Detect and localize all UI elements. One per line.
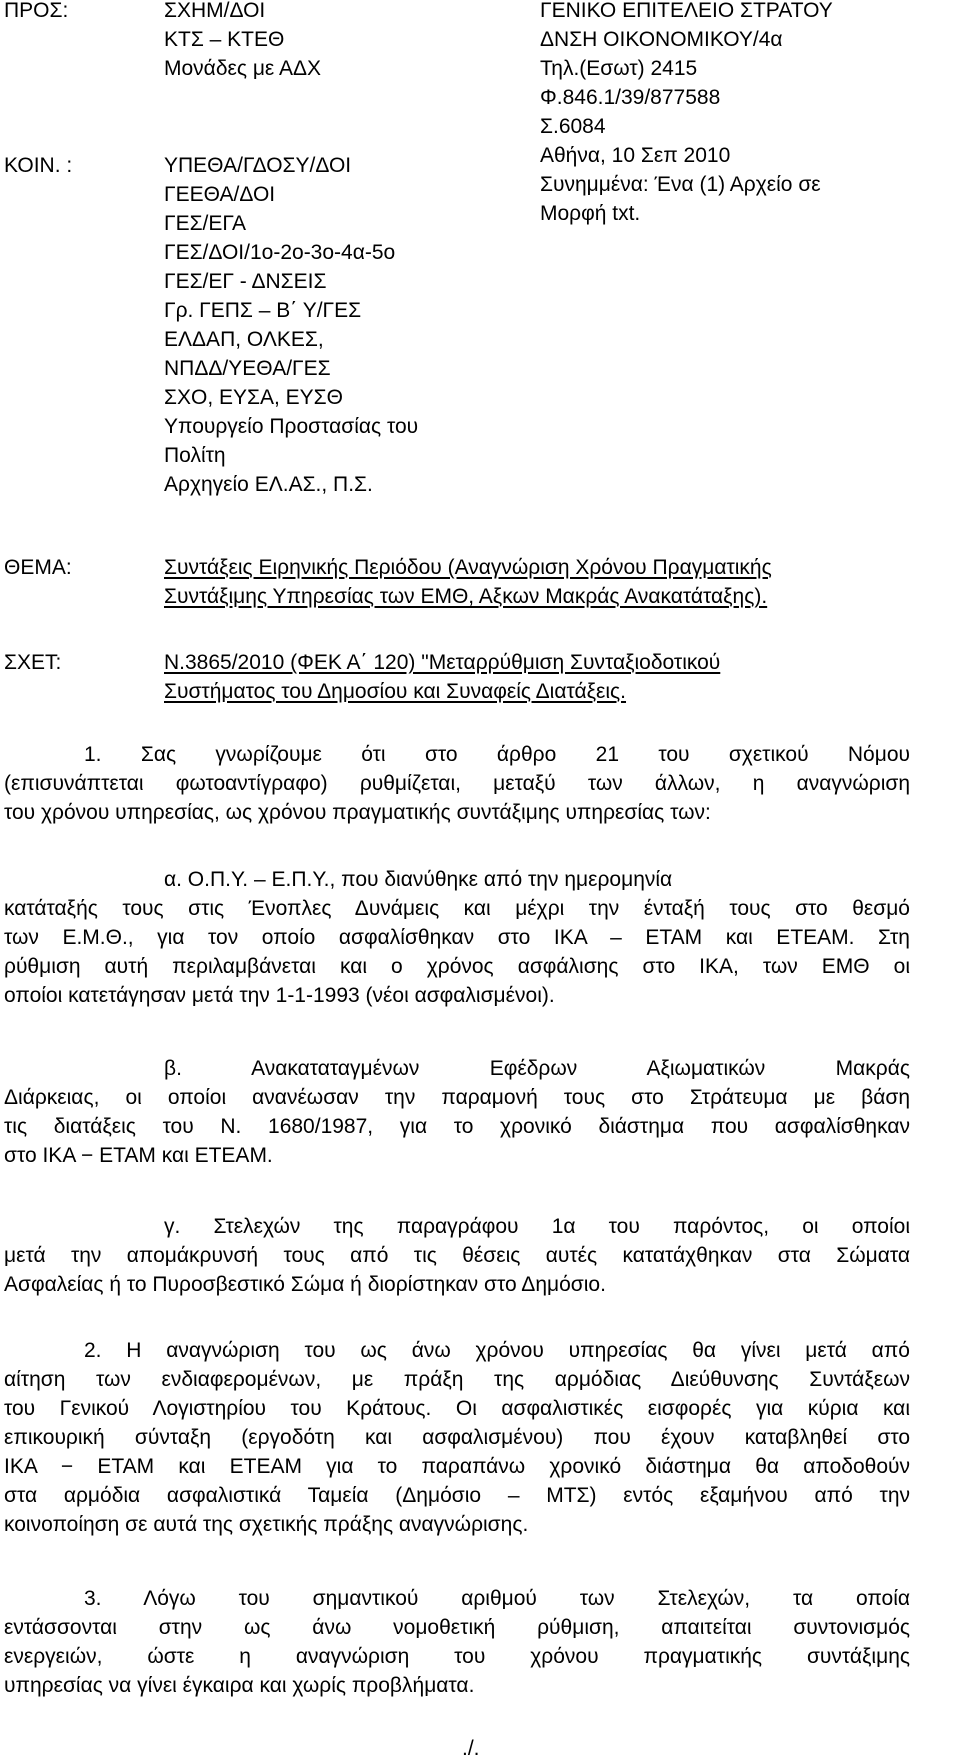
recipient-line: ΣΧΟ, ΕΥΣΑ, ΕΥΣΘ (164, 386, 343, 409)
recipient-line: Υπουργείο Προστασίας του (164, 415, 419, 438)
recipient-line: Μονάδες με ΑΔΧ (164, 57, 321, 80)
text-line: ΙΚΑ − ΕΤΑΜ και ΕΤΕΑΜ για το παραπάνω χρονικό διάστημα θα αποδοθούν (4, 1455, 910, 1478)
recipient-line: ΓΕΣ/ΕΓ - ΔΝΣΕΙΣ (164, 270, 327, 293)
protocol-number: Σ.6084 (540, 115, 606, 138)
reference-text (164, 648, 720, 706)
subject-line: Συντάξιμης Υπηρεσίας των ΕΜΘ, Αξκων Μακράς Ανακατάταξης). (164, 585, 768, 608)
text-line: κοινοποίηση σε αυτά της σχετικής πράξης αναγνώρισης. (4, 1513, 529, 1536)
recipient-line: ΓΕΣ/ΔΟΙ/1ο-2ο-3ο-4α-5ο (164, 241, 396, 264)
sender-directorate: ΔΝΣΗ ΟΙΚΟΝΟΜΙΚΟΥ/4α (540, 28, 783, 51)
koin-label: ΚΟΙΝ. : (4, 154, 73, 177)
koin-recipients (164, 151, 418, 499)
recipient-line: ΣΧΗΜ/ΔΟΙ (164, 0, 266, 22)
text-line: των Ε.Μ.Θ., για τον οποίο ασφαλίσθηκαν στο ΙΚΑ – ΕΤΑΜ και ΕΤΕΑΜ. Στη (4, 926, 910, 949)
text-line: μετά την απομάκρυνσή τους από τις θέσεις αυτές κατατάχθηκαν στα Σώματα (4, 1244, 910, 1267)
file-number: Φ.846.1/39/877588 (540, 86, 721, 109)
recipient-line: Πολίτη (164, 444, 226, 467)
paragraph-1b (4, 1083, 910, 1170)
paragraph-1a (4, 894, 910, 1010)
text-line: τις διατάξεις του Ν. 1680/1987, για το χρονικό διάστημα που ασφαλίσθηκαν (4, 1115, 910, 1138)
text-line: (επισυνάπτεται φωτοαντίγραφο) ρυθμίζεται, μεταξύ των άλλων, η αναγνώριση (4, 772, 910, 795)
paragraph-2-intro (84, 1336, 910, 1365)
reference-line: Συστήματος του Δημοσίου και Συναφείς Διατάξεις. (164, 680, 627, 703)
paragraph-1a-intro: α. Ο.Π.Υ. – Ε.Π.Υ., που διανύθηκε από την ημερομηνία (164, 868, 673, 891)
paragraph-1-intro (84, 740, 910, 769)
recipient-line: ΓΕΕΘΑ/ΔΟΙ (164, 183, 276, 206)
text-line: ρύθμιση αυτή περιλαμβάνεται και ο χρόνος ασφάλισης στο ΙΚΑ, των ΕΜΘ οι (4, 955, 910, 978)
text-line: του χρόνου υπηρεσίας, ως χρόνου πραγματικής συντάξιμης υπηρεσίας των: (4, 801, 711, 824)
reference-label: ΣΧΕΤ: (4, 651, 62, 674)
text-line: Διάρκειας, οι οποίοι ανανέωσαν την παραμονή τους στο Στράτευμα με βάση (4, 1086, 910, 1109)
paragraph-2 (4, 1365, 910, 1539)
subject-line: Συντάξεις Ειρηνικής Περιόδου (Αναγνώριση Χρόνου Πραγματικής (164, 556, 772, 579)
recipient-line: ΝΠΔΔ/ΥΕΘΑ/ΓΕΣ (164, 357, 331, 380)
text-line: ενεργειών, ώστε η αναγνώριση του χρόνου πραγματικής συντάξιμης (4, 1645, 910, 1668)
recipient-line: Αρχηγείο ΕΛ.ΑΣ., Π.Σ. (164, 473, 373, 496)
text-line: στο ΙΚΑ − ΕΤΑΜ και ΕΤΕΑΜ. (4, 1144, 273, 1167)
reference-line: Ν.3865/2010 (ΦΕΚ Α΄ 120) "Μεταρρύθμιση Συνταξιοδοτικού (164, 651, 721, 674)
text-line: υπηρεσίας να γίνει έγκαιρα και χωρίς προβλήματα. (4, 1674, 475, 1697)
text-line: β. Ανακαταταγμένων Εφέδρων Αξιωματικών Μακράς (164, 1057, 910, 1080)
text-line: 3. Λόγω του σημαντικού αριθμού των Στελεχών, τα οποία (84, 1587, 910, 1610)
text-line: στα αρμόδια ασφαλιστικά Ταμεία (Δημόσιο – ΜΤΣ) εντός εξαμήνου από την (4, 1484, 910, 1507)
paragraph-1b-intro (164, 1054, 910, 1083)
subject-label: ΘΕΜΑ: (4, 556, 72, 579)
continuation-mark: ./. (462, 1737, 480, 1760)
paragraph-1 (4, 769, 910, 827)
place-date: Αθήνα, 10 Σεπ 2010 (540, 144, 731, 167)
paragraph-1c (4, 1241, 910, 1299)
recipient-line: Γρ. ΓΕΠΣ – Β΄ Υ/ΓΕΣ (164, 299, 362, 322)
paragraph-1c-intro (164, 1212, 910, 1241)
text-line: επικουρική σύνταξη (εργοδότη και ασφαλισμένου) που έχουν καταβληθεί στο (4, 1426, 910, 1449)
paragraph-3-intro (84, 1584, 910, 1613)
pros-recipients (164, 0, 321, 83)
text-line: εντάσσονται στην ως άνω νομοθετική ρύθμιση, απαιτείται συντονισμός (4, 1616, 910, 1639)
text-line: γ. Στελεχών της παραγράφου 1α του παρόντος, οι οποίοι (164, 1215, 910, 1238)
recipient-line: ΓΕΣ/ΕΓΑ (164, 212, 247, 235)
text-line: Ασφαλείας ή το Πυροσβεστικό Σώμα ή διορίστηκαν στο Δημόσιο. (4, 1273, 606, 1296)
text-line: κατάταξής τους στις Ένοπλες Δυνάμεις και μέχρι την ένταξή τους στο θεσμό (4, 897, 910, 920)
sender-phone: Τηλ.(Εσωτ) 2415 (540, 57, 698, 80)
attachments-line: Μορφή txt. (540, 202, 641, 225)
text-line: αίτηση των ενδιαφερομένων, με πράξη της αρμόδιας Διεύθυνσης Συντάξεων (4, 1368, 910, 1391)
sender-block (540, 0, 833, 228)
recipient-line: ΚΤΣ – ΚΤΕΘ (164, 28, 285, 51)
attachments-line: Συνημμένα: Ένα (1) Αρχείο σε (540, 173, 821, 196)
pros-label: ΠΡΟΣ: (4, 0, 69, 22)
text-line: οποίοι κατετάγησαν μετά την 1-1-1993 (νέοι ασφαλισμένοι). (4, 984, 555, 1007)
paragraph-3 (4, 1613, 910, 1700)
sender-unit: ΓΕΝΙΚΟ ΕΠΙΤΕΛΕΙΟ ΣΤΡΑΤΟΥ (540, 0, 833, 22)
recipient-line: ΥΠΕΘΑ/ΓΔΟΣΥ/ΔΟΙ (164, 154, 352, 177)
text-line: 1. Σας γνωρίζουμε ότι στο άρθρο 21 του σχετικού Νόμου (84, 743, 910, 766)
subject-text (164, 553, 772, 611)
text-line: του Γενικού Λογιστηρίου του Κράτους. Οι ασφαλιστικές εισφορές για κύρια και (4, 1397, 910, 1420)
recipient-line: ΕΛΔΑΠ, ΟΛΚΕΣ, (164, 328, 324, 351)
text-line: 2. Η αναγνώριση του ως άνω χρόνου υπηρεσίας θα γίνει μετά από (84, 1339, 910, 1362)
